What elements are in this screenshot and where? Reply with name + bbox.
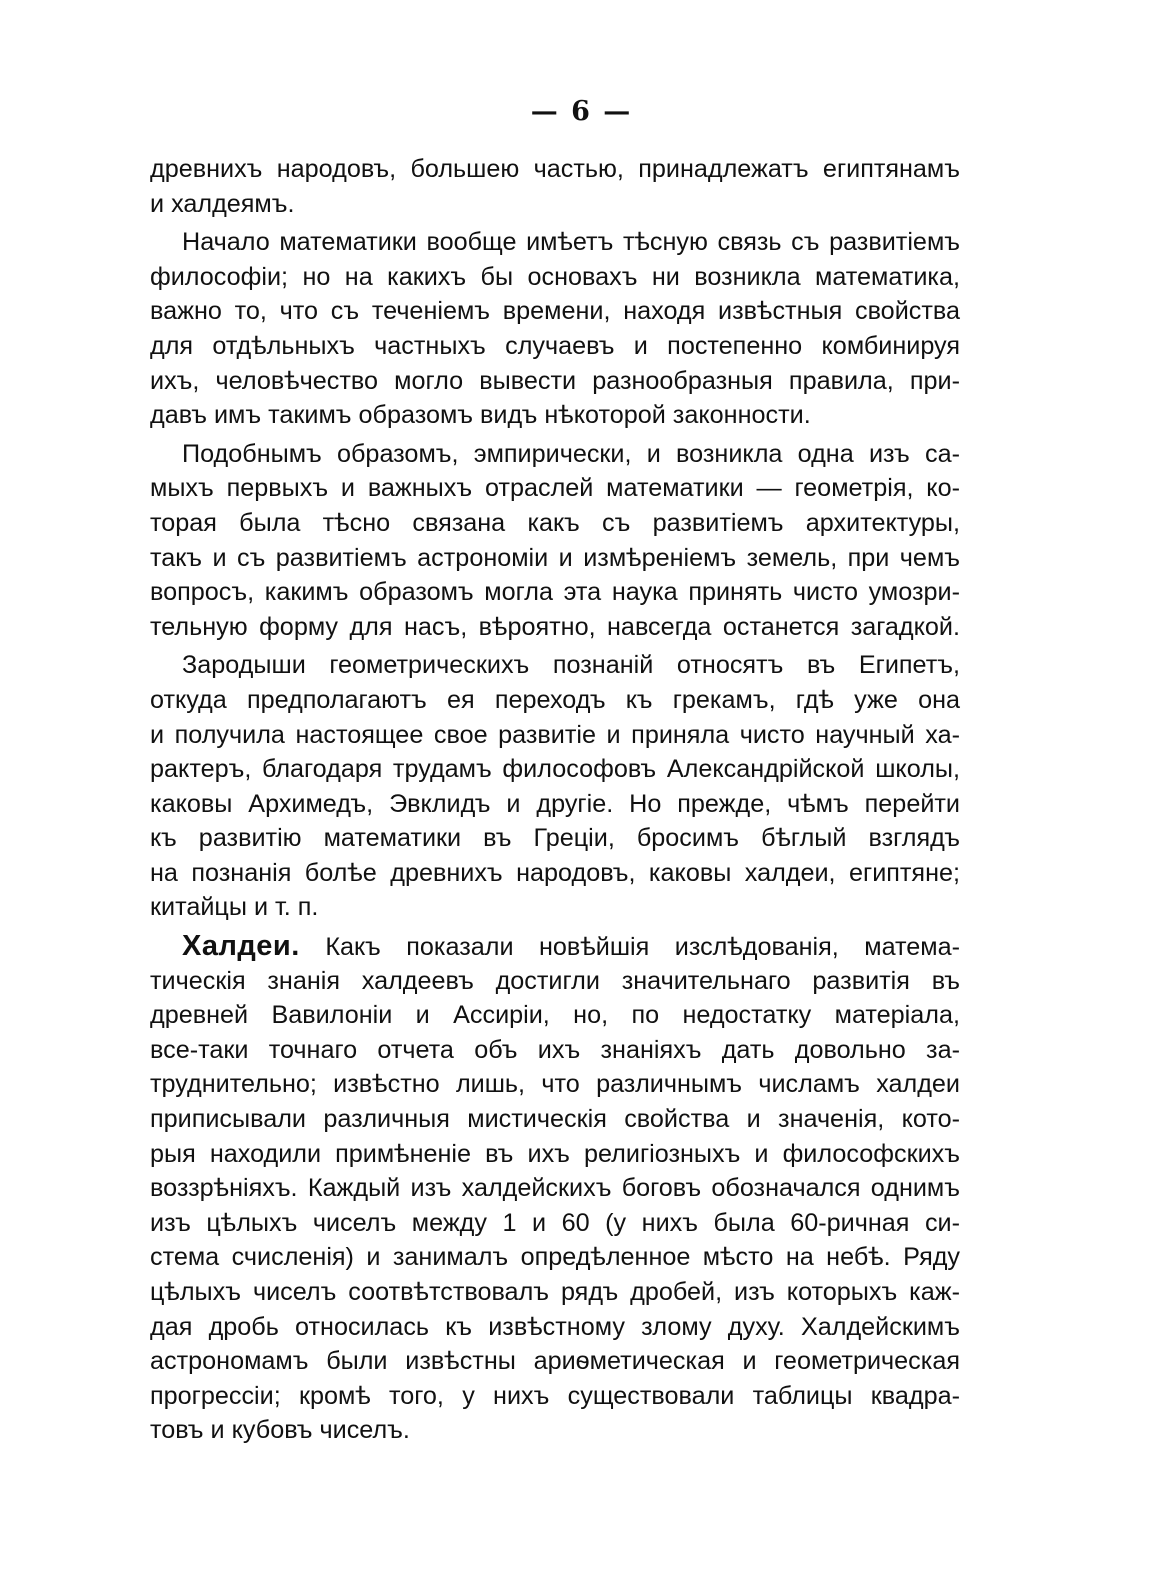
text-line: Подобнымъ образомъ, эмпирически, и возникла одна изъ са-	[182, 439, 960, 468]
text-line: такъ и съ развитіемъ астрономіи и измѣреніемъ земель, при чемъ	[150, 543, 960, 572]
text-line: труднительно; извѣстно лишь, что различнымъ числамъ халдеи	[150, 1070, 960, 1099]
text-line: дая дробь относилась къ извѣстному злому духу. Халдейскимъ	[150, 1312, 960, 1341]
text-line: воззрѣніяхъ. Каждый изъ халдейскихъ боговъ обозначался однимъ	[150, 1174, 960, 1203]
text-line: тельную форму для насъ, вѣроятно, навсегда останется загадкой.	[150, 612, 960, 641]
text-line	[150, 929, 960, 964]
text-line: товъ и кубовъ чиселъ.	[150, 1416, 410, 1445]
paragraph	[150, 648, 960, 925]
text-line: откуда предполагаютъ ея переходъ къ грекамъ, гдѣ уже она	[150, 685, 960, 714]
text-line: вопросъ, какимъ образомъ могла эта наука принять чисто умозри-	[150, 578, 960, 607]
text-line: на познанія болѣе древнихъ народовъ, каковы халдеи, египтяне;	[150, 858, 960, 887]
text-line: и халдеямъ.	[150, 189, 295, 218]
paragraph	[150, 437, 960, 645]
text-line: изъ цѣлыхъ чиселъ между 1 и 60 (у нихъ была 60-ричная си-	[150, 1208, 960, 1237]
text-line: важно то, что съ теченіемъ времени, находя извѣстныя свойства	[150, 297, 960, 326]
text-line: давъ имъ такимъ образомъ видъ нѣкоторой законности.	[150, 401, 811, 430]
text-line: торая была тѣсно связана какъ съ развитіемъ архитектуры,	[150, 508, 960, 537]
text-line: стема счисленія) и занималъ опредѣленное мѣсто на небѣ. Ряду	[150, 1243, 960, 1272]
text-line: каковы Архимедъ, Эвклидъ и другіе. Но прежде, чѣмъ перейти	[150, 789, 960, 818]
paragraph	[150, 225, 960, 433]
text-line: прогрессіи; кромѣ того, у нихъ существовали таблицы квадра-	[150, 1381, 960, 1410]
text-line: китайцы и т. п.	[150, 893, 319, 922]
text-line: древнихъ народовъ, большею частью, принадлежатъ египтянамъ	[150, 155, 960, 183]
text-line: ихъ, человѣчество могло вывести разнообразныя правила, при-	[150, 366, 960, 395]
page-number: — 6 —	[530, 96, 633, 127]
text-line: и получила настоящее свое развитіе и приняла чисто научный ха-	[150, 720, 960, 749]
text-line: Зародыши геометрическихъ познаній относятъ въ Египетъ,	[182, 651, 960, 680]
text-line: Начало математики вообще имѣетъ тѣсную связь съ развитіемъ	[182, 228, 960, 257]
text-line: мыхъ первыхъ и важныхъ отраслей математики — геометрія, ко-	[150, 474, 960, 503]
text-line: цѣлыхъ чиселъ соотвѣтствовалъ рядъ дробей, изъ которыхъ каж-	[150, 1278, 960, 1306]
text-line: приписывали различныя мистическія свойства и значенія, кото-	[150, 1105, 960, 1134]
text-line: для отдѣльныхъ частныхъ случаевъ и постепенно комбинируя	[150, 331, 960, 360]
text-line: астрономамъ были извѣстны ариѳметическая и геометрическая	[150, 1347, 960, 1376]
text-line: къ развитію математики въ Греціи, бросимъ бѣглый взглядъ	[150, 824, 960, 853]
section-heading: Халдеи.	[182, 930, 300, 963]
heading-line-text: Какъ показали новѣйшія изслѣдованія, матема-	[325, 933, 960, 962]
text-line: рыя находили примѣненіе въ ихъ религіозныхъ и философскихъ	[150, 1139, 960, 1168]
text-line: философіи; но на какихъ бы основахъ ни возникла математика,	[150, 262, 960, 291]
body-text	[150, 152, 960, 1448]
paragraph	[150, 152, 960, 221]
text-line: древней Вавилоніи и Ассиріи, но, по недостатку матеріала,	[150, 1001, 960, 1030]
text-line: рактеръ, благодаря трудамъ философовъ Александрійской школы,	[150, 755, 960, 784]
text-line: тическія знанія халдеевъ достигли значительнаго развитія въ	[150, 966, 960, 995]
section-chaldeans	[150, 929, 960, 1448]
text-line: все-таки точнаго отчета объ ихъ знаніяхъ дать довольно за-	[150, 1035, 960, 1064]
